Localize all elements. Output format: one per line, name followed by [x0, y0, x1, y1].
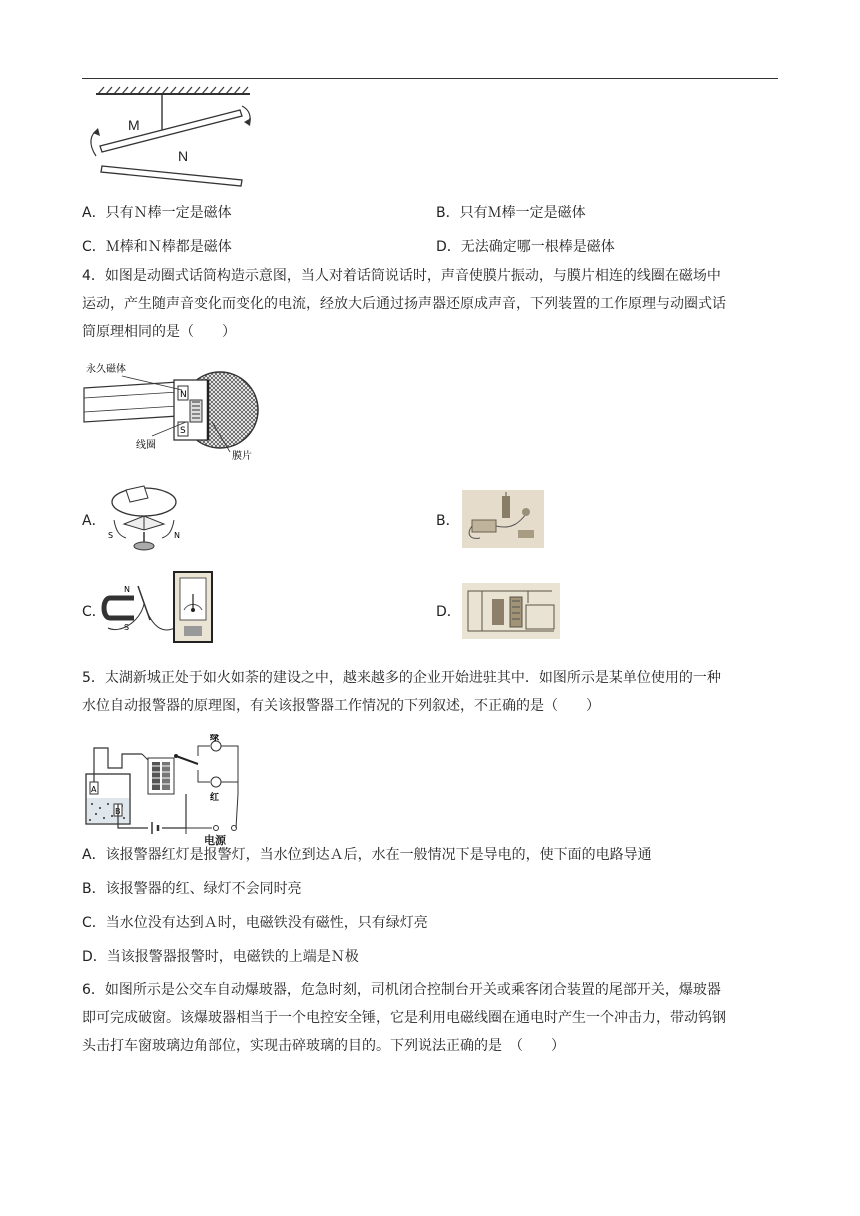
q4-microphone-figure	[82, 360, 262, 460]
q4-line-1: 4．如图是动圈式话筒构造示意图，当人对着话筒说话时，声音使膜片振动，与膜片相连的线圈在磁场中	[82, 268, 721, 284]
option-c-pole-s: S	[124, 623, 130, 632]
q3-figure-magnet-rods	[82, 84, 262, 194]
q4-option-c-figure	[100, 570, 216, 644]
label-m: M	[128, 117, 140, 133]
magnet-label: 永久磁体	[86, 364, 126, 375]
q5-option-b[interactable]: B．该报警器的红、绿灯不会同时亮	[82, 881, 302, 897]
q3-option-d[interactable]: D．无法确定哪一根棒是磁体	[436, 239, 615, 255]
q4-option-c[interactable]: C．	[82, 604, 106, 620]
q5-option-c[interactable]: C．当水位没有达到Ａ时，电磁铁没有磁性，只有绿灯亮	[82, 915, 428, 931]
membrane-label: 膜片	[232, 451, 252, 460]
q4-question	[82, 262, 782, 346]
q5-water-alarm-figure	[82, 734, 252, 834]
green-lamp-label: 绿	[210, 734, 220, 743]
q3-option-b[interactable]: B．只有Ｍ棒一定是磁体	[436, 205, 586, 221]
header-rule	[82, 78, 778, 79]
q5-question	[82, 664, 782, 720]
q5-option-d[interactable]: D．当该报警器报警时，电磁铁的上端是Ｎ极	[82, 949, 359, 965]
q5-line-1: 5．太湖新城正处于如火如荼的建设之中，越来越多的企业开始进驻其中．如图所示是某单位使用的一种	[82, 670, 721, 686]
q4-option-a-figure	[104, 476, 184, 558]
q4-option-b-figure	[462, 490, 544, 548]
option-a-pole-s: S	[108, 531, 114, 540]
label-n: N	[178, 148, 189, 164]
q4-option-d-figure	[462, 583, 560, 639]
red-lamp-label: 红	[210, 793, 220, 803]
q6-question	[82, 976, 782, 1060]
option-c-pole-n: N	[124, 585, 130, 594]
power-label: 电源	[204, 834, 226, 847]
q4-line-3: 筒原理相同的是（ ）	[82, 324, 236, 340]
coil-label: 线圈	[136, 440, 156, 451]
water-level-mark-b: B	[115, 807, 121, 816]
q6-line-1: 6．如图所示是公交车自动爆玻器，危急时刻，司机闭合控制台开关或乘客闭合装置的尾部开关，爆玻器	[82, 982, 721, 998]
q6-line-3: 头击打车窗玻璃边角部位，实现击碎玻璃的目的。下列说法正确的是 （ ）	[82, 1038, 565, 1054]
q4-option-a[interactable]: A．	[82, 513, 106, 529]
q6-line-2: 即可完成破窗。该爆玻器相当于一个电控安全锤，它是利用电磁线圈在通电时产生一个冲击力，带动钨钢	[82, 1010, 726, 1026]
q4-option-b[interactable]: B．	[436, 513, 460, 529]
q5-option-a[interactable]: A．该报警器红灯是报警灯，当水位到达Ａ后，水在一般情况下是导电的，使下面的电路导通	[82, 847, 652, 863]
q4-line-2: 运动，产生随声音变化而变化的电流，经放大后通过扬声器还原成声音，下列装置的工作原理与动圈式话	[82, 296, 726, 312]
q3-option-c[interactable]: C．Ｍ棒和Ｎ棒都是磁体	[82, 239, 232, 255]
q4-option-d[interactable]: D．	[436, 604, 461, 620]
option-a-pole-n: N	[174, 531, 180, 540]
q3-option-a[interactable]: A．只有Ｎ棒一定是磁体	[82, 205, 232, 221]
q5-line-2: 水位自动报警器的原理图，有关该报警器工作情况的下列叙述，不正确的是（ ）	[82, 698, 600, 714]
pole-s-label: S	[180, 426, 186, 436]
water-level-mark-a: A	[91, 785, 97, 794]
pole-n-label: N	[180, 390, 187, 400]
